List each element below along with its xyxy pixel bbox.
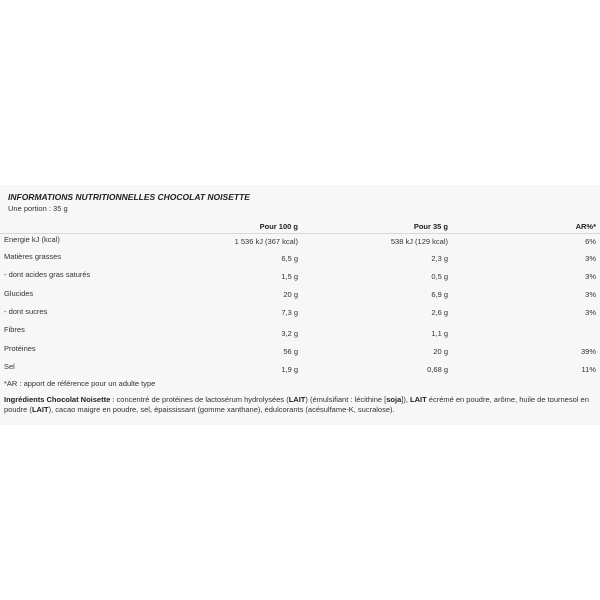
row-label: - dont acides gras saturés (4, 270, 91, 279)
row-value-ar: 3% (585, 290, 596, 299)
row-value-per100: 20 g (283, 290, 298, 299)
allergen-milk: LAIT (31, 405, 49, 414)
header-ar: AR%* (575, 222, 596, 231)
allergen-soy: soja (386, 395, 402, 404)
header-per-35g: Pour 35 g (413, 222, 448, 231)
header-per-100g: Pour 100 g (259, 222, 298, 231)
ingredients-part: ]), (401, 395, 411, 404)
ingredients-part: écrémé en poudre, arôme, huile de tournesol en poudre ( (4, 395, 589, 414)
row-value-per100: 6,5 g (281, 254, 298, 263)
row-value-per100: 7,3 g (281, 308, 298, 317)
row-value-ar: 11% (581, 365, 596, 374)
row-label: Matières grasses (4, 252, 62, 261)
row-value-per100: 1,9 g (281, 365, 298, 374)
ingredients-part: ), cacao maigre en poudre, sel, épaississant (gomme xanthane), édulcorants (acésulfame-K, sucralose). (48, 405, 395, 414)
row-value-per35: 0,5 g (431, 272, 448, 281)
row-value-per100: 1 536 kJ (367 kcal) (234, 237, 298, 246)
row-label: Protéines (4, 344, 36, 353)
row-label: Fibres (4, 325, 25, 334)
ingredients-label: Ingrédients Chocolat Noisette (4, 395, 111, 404)
nutrition-panel (0, 185, 600, 425)
row-value-ar: 6% (585, 237, 596, 246)
allergen-milk: LAIT (410, 395, 427, 404)
row-value-ar: 3% (585, 272, 596, 281)
row-value-ar: 3% (585, 254, 596, 263)
row-value-per100: 3,2 g (281, 329, 298, 338)
portion-size: Une portion : 35 g (8, 204, 68, 213)
row-label: Glucides (4, 289, 34, 298)
row-value-per100: 56 g (283, 347, 298, 356)
row-label: - dont sucres (4, 307, 48, 316)
row-value-per35: 2,6 g (431, 308, 448, 317)
ingredients-text (4, 395, 598, 415)
row-value-ar: 39% (580, 347, 596, 356)
row-value-per35: 6,9 g (431, 290, 448, 299)
row-value-per100: 1,5 g (281, 272, 298, 281)
row-value-per35: 0,68 g (427, 365, 448, 374)
ar-footnote: *AR : apport de référence pour un adulte type (4, 379, 156, 388)
nutrition-title: INFORMATIONS NUTRITIONNELLES CHOCOLAT NOISETTE (8, 192, 250, 202)
header-divider (0, 233, 600, 234)
row-value-ar: 3% (585, 308, 596, 317)
row-value-per35: 538 kJ (129 kcal) (390, 237, 448, 246)
ingredients-part: : concentré de protéines de lactosérum hydrolysées ( (110, 395, 289, 404)
ingredients-part: ) (émulsifiant : lécithine [ (305, 395, 387, 404)
row-value-per35: 1,1 g (431, 329, 448, 338)
row-value-per35: 2,3 g (431, 254, 448, 263)
row-label: Energie kJ (kcal) (4, 235, 60, 244)
row-label: Sel (4, 362, 15, 371)
allergen-milk: LAIT (288, 395, 306, 404)
row-value-per35: 20 g (433, 347, 448, 356)
